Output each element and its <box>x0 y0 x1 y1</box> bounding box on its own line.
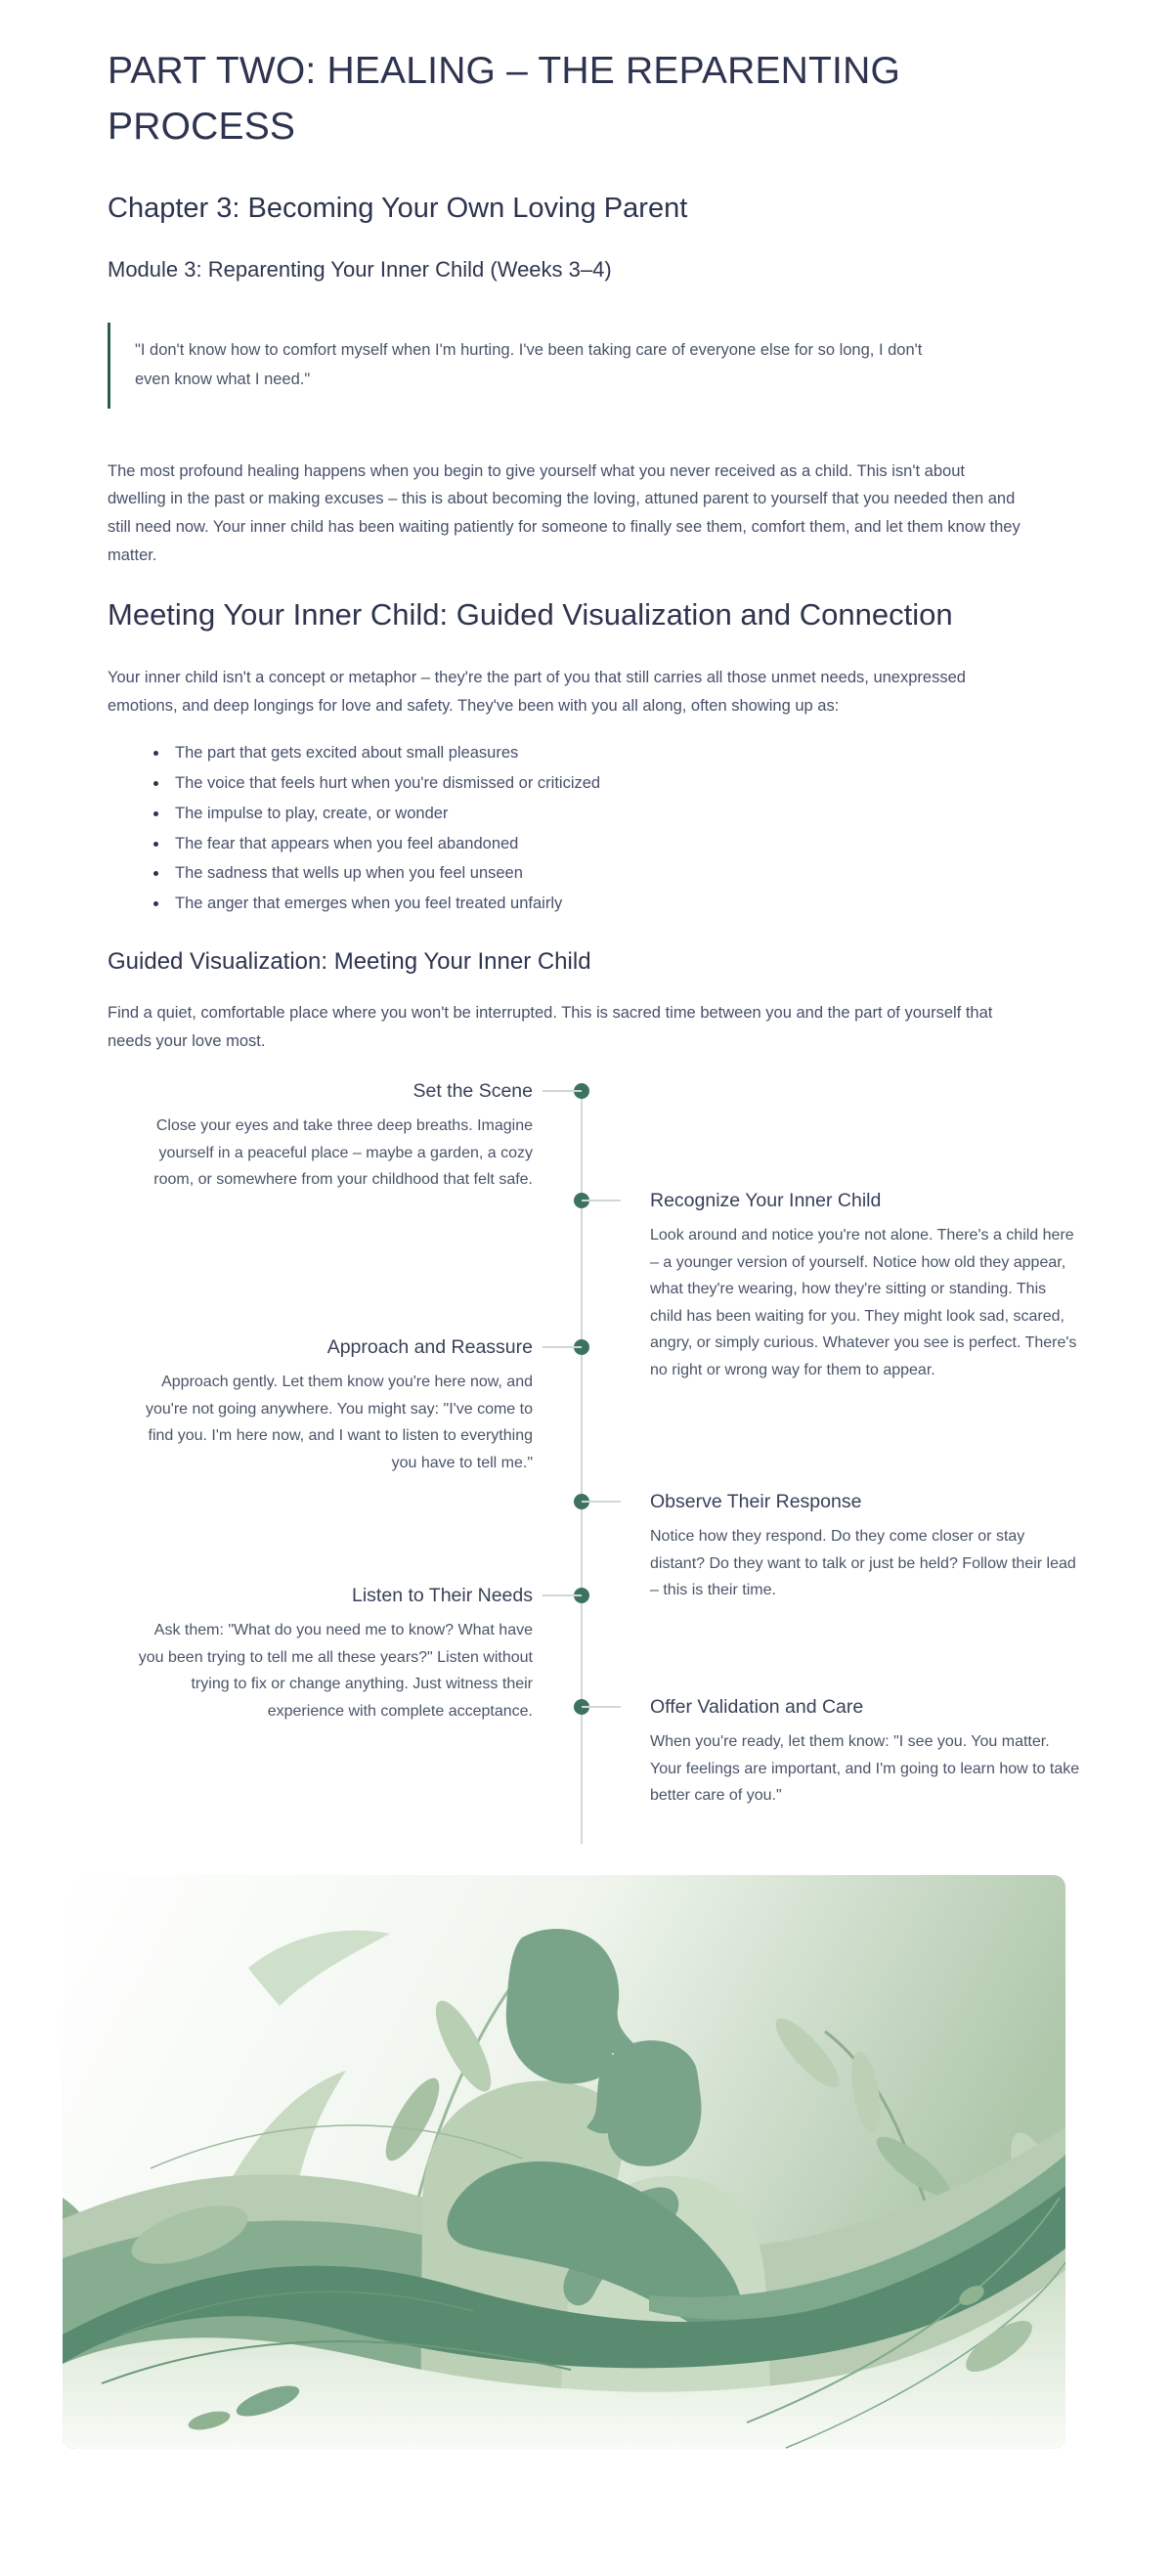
timeline-connector <box>543 1346 582 1348</box>
visualization-intro: Find a quiet, comfortable place where you won't be interrupted. This is sacred time between you and the part of yourself that needs your love most. <box>108 1004 993 1051</box>
parent-child-hug-illustration <box>63 1875 1065 2449</box>
content-column <box>63 44 1065 1056</box>
timeline-connector <box>582 1200 621 1201</box>
page-container <box>63 0 1080 2449</box>
timeline-step <box>650 1490 1080 1604</box>
visualization-timeline <box>63 1079 1080 1861</box>
timeline-step-title: Set the Scene <box>413 1079 533 1102</box>
timeline-step <box>136 1079 533 1194</box>
section-heading: Meeting Your Inner Child: Guided Visualization and Connection <box>108 597 953 633</box>
timeline-connector <box>582 1706 621 1708</box>
list-item: • The voice that feels hurt when you're dismissed or criticized <box>169 771 1026 796</box>
list-item: • The part that gets excited about small pleasures <box>169 741 1026 765</box>
list-item: • The anger that emerges when you feel treated unfairly <box>169 892 1026 916</box>
illustration-svg <box>63 1875 1065 2449</box>
section-intro: Your inner child isn't a concept or metaphor – they're the part of you that still carries all those unmet needs, unexpressed emotions, and deep longings for love and safety. They've been with you all along, often showing up as: <box>108 668 966 715</box>
chapter-heading: Chapter 3: Becoming Your Own Loving Parent <box>108 192 688 224</box>
timeline-step-title: Offer Validation and Care <box>650 1695 864 1718</box>
visualization-heading: Guided Visualization: Meeting Your Inner Child <box>108 947 591 975</box>
list-item: • The fear that appears when you feel abandoned <box>169 832 1026 856</box>
timeline-step-title: Observe Their Response <box>650 1490 862 1512</box>
timeline-connector <box>582 1501 621 1503</box>
timeline-connector <box>543 1594 582 1596</box>
timeline-step-title: Listen to Their Needs <box>352 1584 533 1606</box>
page-title: PART TWO: HEALING – THE REPARENTING PROCESS <box>108 50 900 148</box>
pull-quote: "I don't know how to comfort myself when I'm hurting. I've been taking care of everyone else for so long, I don't even know what I need." <box>108 323 1026 408</box>
timeline-step <box>136 1335 533 1476</box>
timeline-step-description: Close your eyes and take three deep breaths. Imagine yourself in a peaceful place – maybe a garden, a cozy room, or somewhere from your childhood that felt safe. <box>153 1117 533 1189</box>
timeline-step-description: When you're ready, let them know: "I see you. You matter. Your feelings are important, and I'm going to learn how to take better care of you." <box>650 1733 1080 1805</box>
list-item: • The impulse to play, create, or wonder <box>169 802 1026 826</box>
timeline-step-description: Ask them: "What do you need me to know? What have you been trying to tell me all these years?" Listen without trying to fix or change anything. Just witness their experience with complete acceptance. <box>138 1622 533 1720</box>
timeline-step-description: Approach gently. Let them know you're here now, and you're not going anywhere. You might say: "I've come to find you. I'm here now, and I want to listen to everything you have to tell me." <box>145 1374 533 1471</box>
timeline-step <box>650 1695 1080 1810</box>
timeline-step <box>136 1584 533 1725</box>
timeline-step-title: Approach and Reassure <box>326 1335 533 1358</box>
inner-child-signs-list <box>108 741 1026 916</box>
timeline-step <box>650 1189 1080 1383</box>
intro-paragraph: The most profound healing happens when you begin to give yourself what you never received as a child. This isn't about dwelling in the past or making excuses – this is about becoming the loving, attuned parent to yourself that you needed then and still need now. Your inner child has been waiting patiently for someone to finally see them, comfort them, and let them know they matter. <box>108 461 1021 564</box>
module-subheading: Module 3: Reparenting Your Inner Child (Weeks 3–4) <box>108 257 612 283</box>
timeline-connector <box>543 1090 582 1092</box>
timeline-step-description: Notice how they respond. Do they come closer or stay distant? Do they want to talk or just be held? Follow their lead – this is their time. <box>650 1528 1076 1599</box>
timeline-step-description: Look around and notice you're not alone. There's a child here – a younger version of yourself. Notice how old they appear, what they're wearing, how they're sitting or standing. This child has been waiting for you. They might look sad, scared, angry, or simply curious. Whatever you see is perfect. There's no right or wrong way for them to appear. <box>650 1227 1077 1378</box>
list-item: • The sadness that wells up when you feel unseen <box>169 861 1026 886</box>
timeline-step-title: Recognize Your Inner Child <box>650 1189 882 1211</box>
